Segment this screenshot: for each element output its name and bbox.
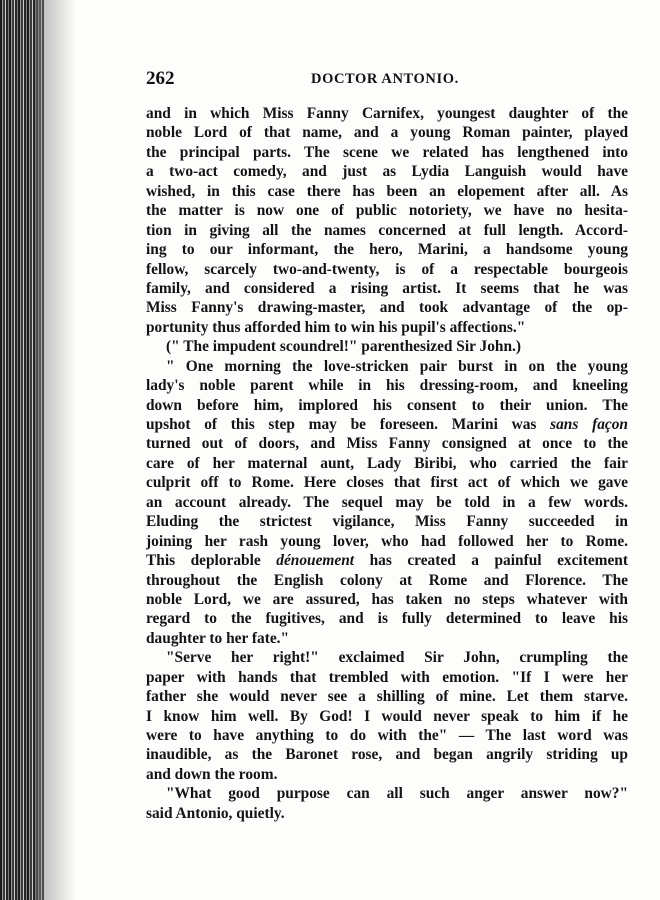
- text-line: lady's noble parent while in his dressing-room, and kneeling: [146, 377, 628, 395]
- text-segment: upshot of this step may be foreseen. Marini was: [146, 416, 551, 433]
- text-line: Eluding the strictest vigilance, Miss Fanny succeeded in: [146, 513, 628, 531]
- text-line: "Serve her right!" exclaimed Sir John, crumpling the: [166, 649, 628, 667]
- text-line: culprit off to Rome. Here closes that first act of which we gave: [146, 474, 628, 492]
- text-line: throughout the English colony at Rome and Florence. The: [146, 571, 628, 589]
- text-line: portunity thus afforded him to win his pupil's affections.": [146, 318, 526, 336]
- text-line: paper with hands that trembled with emotion. "If I were her: [146, 668, 628, 686]
- body-text: [146, 104, 628, 823]
- text-segment: This deplorable: [146, 552, 277, 570]
- text-line: and in which Miss Fanny Carnifex, youngest daughter of the: [146, 105, 628, 122]
- text-line: down before him, implored his consent to their union. The: [146, 396, 628, 414]
- text-line: Miss Fanny's drawing-master, and took advantage of the op-: [146, 299, 628, 317]
- text-line: ing to our informant, the hero, Marini, a handsome young: [146, 241, 628, 259]
- running-title: DOCTOR ANTONIO.: [311, 71, 459, 87]
- text-line: an account already. The sequel may be told in a few words.: [146, 493, 628, 511]
- text-line: the matter is now one of public notoriety, we have no hesita-: [146, 202, 628, 220]
- text-line: fellow, scarcely two-and-twenty, is of a respectable bourgeois: [146, 260, 628, 278]
- text-line: the principal parts. The scene we related has lengthened into: [146, 143, 628, 161]
- text-line: father she would never see a shilling of mine. Let them starve.: [146, 688, 628, 706]
- text-line: a two-act comedy, and just as Lydia Languish would have: [146, 163, 628, 181]
- text-line-with-italic: [146, 551, 628, 570]
- gutter-shadow: [36, 0, 76, 900]
- text-line: "What good purpose can all such anger answer now?": [166, 785, 628, 803]
- italic-phrase: dénouement: [276, 552, 355, 570]
- text-line: family, and considered a rising artist. It seems that he was: [146, 279, 628, 297]
- text-line: and down the room.: [146, 765, 278, 783]
- text-line: (" The impudent scoundrel!" parenthesized Sir John.): [166, 338, 522, 356]
- text-line: noble Lord, we are assured, has taken no steps whatever with: [146, 590, 628, 608]
- italic-phrase: sans façon: [550, 416, 628, 433]
- text-line: noble Lord of that name, and a young Roman painter, played: [146, 124, 628, 142]
- text-line: turned out of doors, and Miss Fanny consigned at once to the: [146, 435, 628, 453]
- page-header: [146, 68, 630, 92]
- page-number: 262: [146, 68, 175, 89]
- text-line: were to have anything to do with the" — The last word was: [146, 727, 628, 744]
- text-line: said Antonio, quietly.: [146, 804, 285, 822]
- text-line: joining her rash young lover, who had followed her to Rome.: [146, 532, 628, 550]
- text-line: care of her maternal aunt, Lady Biribi, who carried the fair: [146, 454, 628, 472]
- text-line: I know him well. By God! I would never speak to him if he: [146, 707, 628, 725]
- text-segment: has created a painful excitement: [354, 552, 628, 570]
- text-line: " One morning the love-stricken pair burst in on the young: [166, 357, 628, 375]
- text-line-with-italic: [146, 415, 628, 434]
- text-line: inaudible, as the Baronet rose, and began angrily striding up: [146, 746, 628, 764]
- text-line: tion in giving all the names concerned at full length. Accord-: [146, 221, 628, 239]
- text-line: daughter to her fate.": [146, 629, 290, 647]
- text-line: wished, in this case there has been an elopement after all. As: [146, 182, 628, 200]
- text-line: regard to the fugitives, and is fully determined to leave his: [146, 610, 628, 628]
